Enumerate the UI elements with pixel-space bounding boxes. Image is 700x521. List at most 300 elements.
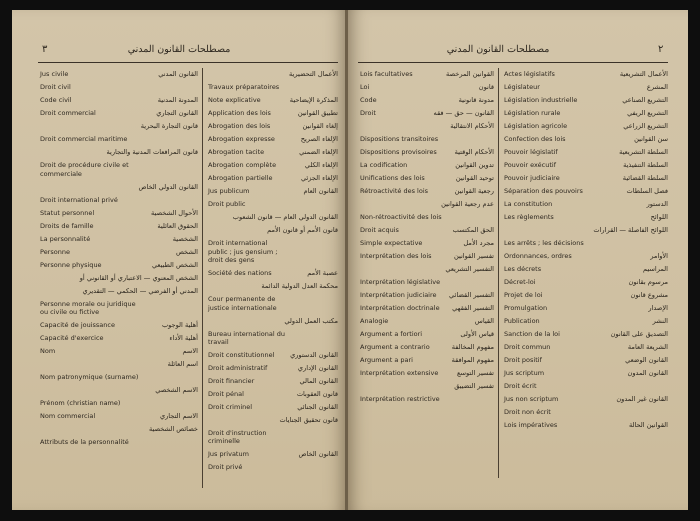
- french-term: Abrogation tacite: [208, 148, 265, 157]
- term-entry: [360, 289, 494, 302]
- arabic-term: مرسوم بقانون: [628, 278, 668, 287]
- term-entry: [40, 258, 198, 271]
- arabic-term: القانون — حق — فقه: [433, 109, 494, 118]
- term-entry: [360, 198, 494, 211]
- term-entry: [504, 107, 668, 120]
- term-entry: [360, 263, 494, 276]
- term-entry: [40, 159, 198, 180]
- term-entry: [360, 354, 494, 367]
- french-term: Droit civil: [40, 83, 71, 92]
- term-entry: [40, 397, 198, 410]
- arabic-term: القانون المالي: [299, 376, 338, 385]
- arabic-term: أهلية الأداء: [169, 334, 198, 343]
- term-entry: [208, 293, 338, 314]
- french-term: Droits de famille: [40, 221, 94, 230]
- french-term: Rétroactivité des lois: [360, 187, 429, 196]
- arabic-term: الأحوال الشخصية: [150, 208, 198, 217]
- arabic-term: الشخص الطبيعي: [151, 260, 198, 269]
- french-term: Argument a contrario: [360, 343, 430, 352]
- arabic-term: الإلغاء الضمني: [299, 148, 338, 157]
- term-entry: [360, 224, 494, 237]
- french-term: Personne: [40, 247, 70, 256]
- french-term: Les arrêts ; les décisions: [504, 239, 584, 248]
- term-column-right: [208, 68, 338, 474]
- french-term: Jus scriptum: [504, 369, 545, 378]
- french-term: Abrogation des lois: [208, 122, 271, 131]
- french-term: Capacité d'exercice: [40, 334, 104, 343]
- arabic-term: الدستور: [646, 200, 668, 209]
- arabic-term: مدونة قانونية: [458, 96, 494, 105]
- term-entry: [208, 120, 338, 133]
- french-term: Dispositions transitoires: [360, 135, 439, 144]
- term-entry: [360, 68, 494, 81]
- term-entry: [504, 94, 668, 107]
- arabic-term: قانون الأمم أو قانون الأمم: [267, 226, 338, 235]
- french-term: Législation industrielle: [504, 96, 578, 105]
- french-term: Actes législatifs: [504, 70, 555, 79]
- term-column-left: [40, 68, 198, 449]
- french-term: Droit commun: [504, 343, 551, 352]
- term-entry: [40, 271, 198, 284]
- french-term: Analogie: [360, 317, 389, 326]
- french-term: Interprétation des lois: [360, 252, 432, 261]
- french-term: Droit acquis: [360, 226, 399, 235]
- french-term: Projet de loi: [504, 291, 543, 300]
- term-entry: [40, 219, 198, 232]
- arabic-term: الاسم التجاري: [159, 412, 198, 421]
- term-entry: [40, 180, 198, 193]
- term-entry: [360, 380, 494, 393]
- term-entry: [360, 172, 494, 185]
- term-entry: [360, 107, 494, 120]
- arabic-term: الشخصية: [172, 234, 198, 243]
- french-term: Législation rurale: [504, 109, 561, 118]
- french-term: Argument a pari: [360, 356, 413, 365]
- term-entry: [360, 302, 494, 315]
- arabic-term: السلطة التشريعية: [619, 148, 668, 157]
- french-term: Capacité de jouissance: [40, 321, 115, 330]
- arabic-term: المشرع: [646, 83, 668, 92]
- arabic-term: اللوائح: [650, 213, 668, 222]
- arabic-term: الاسم الشخصي: [155, 386, 198, 395]
- term-entry: [40, 384, 198, 397]
- arabic-term: قانون المرافعات المدنية والتجارية: [106, 148, 198, 157]
- arabic-term: القياس: [474, 317, 494, 326]
- page-number: ٣: [42, 44, 48, 55]
- page-title: مصطلحات القانون المدني: [127, 44, 231, 55]
- term-entry: [504, 198, 668, 211]
- french-term: Société des nations: [208, 269, 272, 278]
- french-term: Interprétation doctrinale: [360, 304, 440, 313]
- french-term: Droit administratif: [208, 363, 268, 372]
- arabic-term: المدني أو الفرضي — الحكمي — التقديري: [82, 286, 198, 295]
- term-entry: [360, 185, 494, 198]
- term-entry: [504, 289, 668, 302]
- term-entry: [40, 146, 198, 159]
- french-term: Jus publicum: [208, 187, 250, 196]
- page-title: مصطلحات القانون المدني: [446, 44, 550, 55]
- term-column-left: [360, 68, 494, 406]
- term-entry: [40, 232, 198, 245]
- term-entry: [360, 367, 494, 380]
- term-entry: [504, 133, 668, 146]
- arabic-term: القانون الدولي الخاص: [138, 182, 198, 191]
- term-entry: [504, 406, 668, 419]
- term-entry: [504, 367, 668, 380]
- french-term: Droit de procédure civile et commerciale: [40, 161, 129, 178]
- french-term: Code: [360, 96, 377, 105]
- french-term: Droit constitutionnel: [208, 350, 275, 359]
- french-term: Cour permanente de justice internationale: [208, 295, 277, 312]
- arabic-term: القانون الدستوري: [290, 350, 338, 359]
- arabic-term: التفسير الفقهي: [452, 304, 494, 313]
- arabic-term: الأحكام الوقتية: [454, 148, 494, 157]
- french-term: Sanction de la loi: [504, 330, 560, 339]
- french-term: Pouvoir judiciaire: [504, 174, 560, 183]
- term-entry: [360, 211, 494, 224]
- arabic-term: رجعية القوانين: [454, 187, 494, 196]
- arabic-term: الشريعة العامة: [627, 343, 668, 352]
- term-entry: [504, 237, 668, 250]
- arabic-term: تدوين القوانين: [455, 161, 494, 170]
- arabic-term: التفسير القضائي: [448, 291, 494, 300]
- term-entry: [208, 107, 338, 120]
- term-entry: [208, 211, 338, 224]
- arabic-term: السلطة القضائية: [622, 174, 668, 183]
- left-page: [12, 10, 346, 510]
- term-entry: [504, 393, 668, 406]
- arabic-term: الأعمال التحضيرية: [288, 70, 338, 79]
- arabic-term: الأوامر: [650, 252, 668, 261]
- arabic-term: السلطة التنفيذية: [623, 161, 668, 170]
- term-entry: [208, 198, 338, 211]
- arabic-term: تطبيق القوانين: [297, 109, 338, 118]
- term-entry: [208, 280, 338, 293]
- arabic-term: الإصدار: [648, 304, 668, 313]
- french-term: Pouvoir exécutif: [504, 161, 557, 170]
- arabic-term: المذكرة الإيضاحية: [289, 96, 338, 105]
- term-entry: [40, 81, 198, 94]
- term-entry: [40, 133, 198, 146]
- term-entry: [208, 159, 338, 172]
- french-term: Non-rétroactivité des lois: [360, 213, 442, 222]
- term-entry: [360, 276, 494, 289]
- arabic-term: الحق المكتسب: [452, 226, 494, 235]
- term-entry: [360, 133, 494, 146]
- term-entry: [504, 81, 668, 94]
- arabic-term: القانون الجنائي: [297, 402, 338, 411]
- french-term: Législateur: [504, 83, 540, 92]
- arabic-term: توحيد القوانين: [455, 174, 494, 183]
- term-entry: [504, 276, 668, 289]
- french-term: Publication: [504, 317, 540, 326]
- arabic-term: القانون الوضعي: [625, 356, 668, 365]
- french-term: Les décrets: [504, 265, 542, 274]
- french-term: Simple expectative: [360, 239, 423, 248]
- term-entry: [208, 133, 338, 146]
- term-entry: [208, 362, 338, 375]
- column-divider: [202, 68, 203, 488]
- arabic-term: تفسير القوانين: [453, 252, 494, 261]
- french-term: Jus non scriptum: [504, 395, 559, 404]
- term-entry: [504, 211, 668, 224]
- french-term: Nom patronymique (surname): [40, 373, 139, 382]
- term-entry: [208, 224, 338, 237]
- french-term: Unifications des lois: [360, 174, 425, 183]
- arabic-term: قانون التجارة البحرية: [140, 122, 198, 131]
- term-entry: [208, 349, 338, 362]
- french-term: Jus privatum: [208, 450, 249, 459]
- french-term: Lois impératives: [504, 421, 558, 430]
- arabic-term: التفسير التشريعي: [445, 265, 494, 274]
- term-entry: [208, 448, 338, 461]
- term-entry: [208, 68, 338, 81]
- term-entry: [40, 436, 198, 449]
- arabic-term: قانون: [478, 83, 494, 92]
- term-entry: [208, 237, 338, 267]
- arabic-term: إلغاء القوانين: [302, 122, 338, 131]
- term-entry: [504, 172, 668, 185]
- term-entry: [208, 94, 338, 107]
- arabic-term: الإلغاء الجزئي: [300, 174, 338, 183]
- french-term: Promulgation: [504, 304, 548, 313]
- term-entry: [208, 185, 338, 198]
- term-entry: [504, 120, 668, 133]
- arabic-term: القانون العام: [303, 187, 338, 196]
- arabic-term: القانون الإداري: [297, 363, 338, 372]
- arabic-term: الاسم: [182, 347, 198, 356]
- term-entry: [208, 427, 338, 448]
- term-entry: [504, 354, 668, 367]
- french-term: Personne physique: [40, 260, 102, 269]
- arabic-term: قانون تحقيق الجنايات: [279, 415, 338, 424]
- term-entry: [504, 159, 668, 172]
- right-page: [348, 10, 688, 510]
- term-entry: [40, 319, 198, 332]
- french-term: Attributs de la personnalité: [40, 438, 129, 447]
- arabic-term: القانون غير المدون: [616, 395, 668, 404]
- term-entry: [360, 393, 494, 406]
- arabic-term: التشريع الصناعي: [622, 96, 668, 105]
- arabic-term: تفسير التوسع: [456, 369, 494, 378]
- term-entry: [504, 315, 668, 328]
- arabic-term: القانون المدون: [627, 369, 668, 378]
- arabic-term: مفهوم الموافقة: [451, 356, 494, 365]
- term-entry: [40, 94, 198, 107]
- french-term: Dispositions provisoires: [360, 148, 437, 157]
- term-entry: [360, 315, 494, 328]
- arabic-term: أهلية الوجوب: [161, 321, 198, 330]
- term-entry: [40, 332, 198, 345]
- term-entry: [360, 159, 494, 172]
- french-term: Prénom (christian name): [40, 399, 121, 408]
- term-entry: [504, 224, 668, 237]
- arabic-term: المراسيم: [642, 265, 668, 274]
- arabic-term: القانون الدولي العام — قانون الشعوب: [232, 213, 338, 222]
- arabic-term: الحقوق العائلية: [157, 221, 198, 230]
- term-entry: [208, 146, 338, 159]
- arabic-term: المدونة المدنية: [157, 96, 198, 105]
- french-term: Statut personnel: [40, 208, 95, 217]
- arabic-term: مفهوم المخالفة: [451, 343, 494, 352]
- term-entry: [40, 345, 198, 358]
- french-term: Nom: [40, 347, 56, 356]
- term-entry: [504, 263, 668, 276]
- term-entry: [360, 237, 494, 250]
- arabic-term: القانون المدني: [158, 70, 198, 79]
- term-entry: [40, 358, 198, 371]
- arabic-term: الأعمال التشريعية: [619, 70, 668, 79]
- arabic-term: التشريع الزراعي: [623, 122, 668, 131]
- french-term: Confection des lois: [504, 135, 566, 144]
- french-term: Interprétation législative: [360, 278, 441, 287]
- header-rule: [358, 62, 668, 63]
- arabic-term: اللوائح الفاصلة — القرارات: [593, 226, 668, 235]
- arabic-term: الشخص: [175, 247, 198, 256]
- term-entry: [40, 68, 198, 81]
- term-entry: [40, 206, 198, 219]
- arabic-term: مكتب العمل الدولي: [284, 316, 338, 325]
- arabic-term: الإلغاء الصريح: [300, 135, 338, 144]
- french-term: Droit pénal: [208, 389, 244, 398]
- term-entry: [504, 146, 668, 159]
- term-entry: [40, 107, 198, 120]
- french-term: Interprétation judiciaire: [360, 291, 437, 300]
- french-term: Droit positif: [504, 356, 542, 365]
- french-term: Abrogation expresse: [208, 135, 275, 144]
- term-entry: [504, 68, 668, 81]
- term-entry: [40, 297, 198, 318]
- term-entry: [208, 172, 338, 185]
- arabic-term: القوانين الحالة: [628, 421, 668, 430]
- term-entry: [360, 120, 494, 133]
- term-entry: [208, 81, 338, 94]
- arabic-term: خصائص الشخصية: [148, 425, 198, 434]
- term-entry: [360, 250, 494, 263]
- term-entry: [40, 423, 198, 436]
- french-term: Personne morale ou juridique ou civile ou fictive: [40, 299, 136, 317]
- french-term: Lois facultatives: [360, 70, 413, 79]
- term-entry: [208, 414, 338, 427]
- arabic-term: سن القوانين: [634, 135, 668, 144]
- term-entry: [40, 284, 198, 297]
- term-entry: [504, 380, 668, 393]
- term-entry: [40, 120, 198, 133]
- term-entry: [360, 341, 494, 354]
- french-term: Droit commercial: [40, 109, 96, 118]
- term-entry: [40, 371, 198, 384]
- french-term: Abrogation complète: [208, 161, 277, 170]
- french-term: Code civil: [40, 96, 72, 105]
- term-entry: [360, 146, 494, 159]
- french-term: Droit écrit: [504, 382, 537, 391]
- term-entry: [504, 328, 668, 341]
- arabic-term: الإلغاء الكلي: [304, 161, 338, 170]
- arabic-term: مجرد الأمل: [463, 239, 494, 248]
- french-term: Droit financier: [208, 376, 255, 385]
- french-term: Argument a fortiori: [360, 330, 423, 339]
- french-term: Droit: [360, 109, 376, 118]
- arabic-term: النشر: [652, 317, 668, 326]
- french-term: Loi: [360, 83, 370, 92]
- term-entry: [208, 375, 338, 388]
- term-entry: [208, 461, 338, 474]
- term-entry: [504, 185, 668, 198]
- french-term: Droit criminel: [208, 402, 253, 411]
- french-term: Jus civile: [40, 70, 69, 79]
- french-term: Droit commercial maritime: [40, 135, 128, 144]
- term-entry: [360, 328, 494, 341]
- page-number: ٢: [658, 44, 664, 55]
- french-term: Droit d'instruction criminelle: [208, 428, 267, 446]
- french-term: Bureau international du travail: [208, 329, 285, 346]
- french-term: Les règlements: [504, 213, 554, 222]
- french-term: Législation agricole: [504, 122, 568, 131]
- french-term: Pouvoir législatif: [504, 148, 558, 157]
- term-entry: [504, 341, 668, 354]
- term-entry: [40, 245, 198, 258]
- arabic-term: القوانين المرخصة: [446, 70, 494, 79]
- arabic-term: التصديق على القانون: [610, 330, 668, 339]
- term-entry: [504, 302, 668, 315]
- french-term: Droit international public ; jus gensium ; droit des gens: [208, 239, 278, 265]
- french-term: La constitution: [504, 200, 553, 209]
- french-term: Application des lois: [208, 109, 271, 118]
- arabic-term: تفسير التضييق: [454, 382, 494, 391]
- column-divider: [498, 68, 499, 478]
- term-entry: [208, 388, 338, 401]
- french-term: Interprétation extensive: [360, 369, 439, 378]
- french-term: Note explicative: [208, 96, 261, 105]
- french-term: Travaux préparatoires: [208, 83, 280, 92]
- french-term: Abrogation partielle: [208, 174, 273, 183]
- french-term: La codification: [360, 161, 408, 170]
- arabic-term: الشخص المعنوي — الاعتباري أو القانوني أو: [79, 273, 198, 282]
- arabic-term: فصل السلطات: [626, 187, 668, 196]
- french-term: Ordonnances, ordres: [504, 252, 572, 261]
- french-term: Séparation des pouvoirs: [504, 187, 583, 196]
- term-column-right: [504, 68, 668, 432]
- french-term: Droit public: [208, 200, 246, 209]
- arabic-term: القانون الخاص: [298, 450, 338, 459]
- term-entry: [360, 81, 494, 94]
- term-entry: [208, 401, 338, 414]
- arabic-term: اسم العائلة: [167, 360, 198, 369]
- arabic-term: القانون التجاري: [156, 109, 198, 118]
- french-term: Droit privé: [208, 463, 243, 472]
- french-term: Décret-loi: [504, 278, 536, 287]
- french-term: Droit non écrit: [504, 408, 551, 417]
- term-entry: [208, 327, 338, 348]
- arabic-term: مشروع قانون: [630, 291, 668, 300]
- term-entry: [40, 193, 198, 206]
- arabic-term: عصبة الأمم: [307, 269, 338, 278]
- arabic-term: التشريع الريفي: [627, 109, 668, 118]
- arabic-term: قانون العقوبات: [296, 389, 338, 398]
- term-entry: [504, 419, 668, 432]
- french-term: La personnalité: [40, 234, 91, 243]
- term-entry: [208, 314, 338, 327]
- french-term: Droit international privé: [40, 195, 118, 204]
- arabic-term: عدم رجعية القوانين: [441, 200, 494, 209]
- term-entry: [504, 250, 668, 263]
- arabic-term: قياس الأولى: [460, 330, 494, 339]
- arabic-term: محكمة العدل الدولية الدائمة: [261, 282, 338, 291]
- french-term: Interprétation restrictive: [360, 395, 440, 404]
- term-entry: [360, 94, 494, 107]
- header-rule: [38, 62, 338, 63]
- term-entry: [208, 267, 338, 280]
